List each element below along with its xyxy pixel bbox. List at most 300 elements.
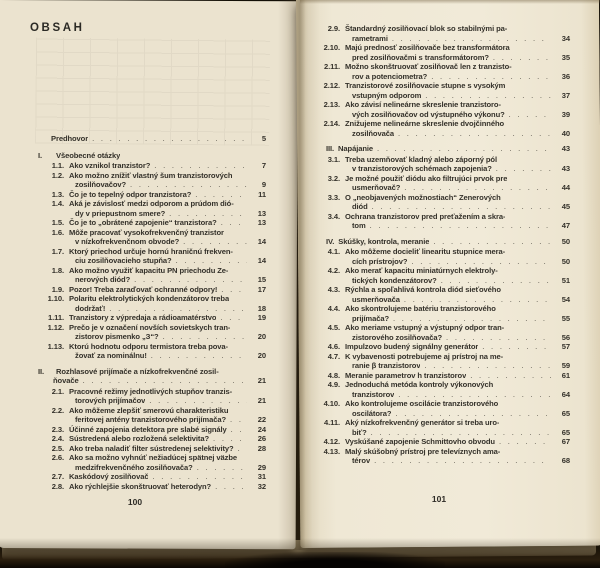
toc-line: [38, 256, 266, 266]
entry-text: Tranzistory z výpredaja a rádioamatérstvo: [69, 313, 217, 322]
toc-entry: [308, 285, 570, 304]
toc-line: [38, 434, 266, 444]
entry-text: Ako možno znížiť vlastný šum tranzistorových: [69, 170, 233, 180]
toc-entry: [308, 418, 570, 437]
entry-text: Aká je závislosť medzi odporom a prúdom dió-: [69, 199, 234, 208]
dot-leader: [368, 202, 551, 212]
entry-page-number: 28: [257, 443, 266, 453]
entry-number: 3.2.: [327, 173, 340, 183]
entry-page-number: 57: [561, 342, 570, 351]
entry-text: medzifrekvenčného zosilňovača?: [75, 462, 193, 472]
dot-leader: [388, 34, 551, 44]
toc-entry: [38, 171, 266, 190]
entry-page-number: 13: [257, 208, 266, 218]
dot-leader: [193, 463, 247, 473]
dot-leader: [147, 351, 247, 361]
toc-entry: [308, 100, 570, 119]
entry-page-number: 50: [561, 256, 570, 266]
section-numeral: IV.: [326, 236, 335, 246]
dot-leader: [226, 415, 247, 425]
toc-line: [308, 447, 570, 457]
entry-number: 1.9.: [51, 284, 64, 294]
toc-entry: [308, 437, 570, 447]
entry-text: Polaritu elektrolytických kondenzátorov treba: [69, 294, 230, 303]
section-title: ňovače: [53, 376, 79, 385]
entry-text: Ochrana tranzistorov pred preťažením a skra-: [345, 211, 506, 221]
entry-number: 2.13.: [323, 100, 340, 109]
toc-line: [38, 247, 266, 257]
dot-leader: [367, 428, 551, 438]
toc-line: [308, 342, 570, 352]
entry-text: Môže pracovať vysokofrekvenčný tranzistor: [69, 227, 224, 237]
dot-leader: [394, 390, 551, 400]
section-title: Rozhlasové prijímače a nízkofrekvenčné zosil-: [56, 366, 219, 376]
dot-leader: [216, 313, 247, 323]
entry-text: usmerňovača: [352, 294, 400, 304]
entry-text: Tranzistorové zosilňovacie stupne s vysokým: [345, 81, 506, 90]
toc-entry: [308, 447, 570, 466]
dot-leader: [442, 333, 551, 343]
section-numeral: I.: [38, 150, 43, 160]
entry-page-number: 19: [257, 313, 266, 322]
entry-number: 2.3.: [51, 424, 64, 434]
toc-entry: [308, 399, 570, 418]
entry-page-number: 64: [561, 389, 570, 399]
toc-entry: [38, 161, 266, 171]
entry-page-number: 47: [561, 221, 570, 230]
dot-leader: [148, 472, 247, 482]
dot-leader: [172, 256, 247, 266]
toc-line: [38, 406, 266, 416]
toc-entry: [38, 342, 266, 361]
entry-text: Ako môžeme docieliť linearitu stupnice mera-: [345, 247, 506, 256]
dot-leader: [88, 134, 247, 144]
toc-line: [38, 218, 266, 228]
dot-leader: [370, 456, 551, 466]
toc-entry: [38, 453, 266, 472]
entry-text: rov a potenciometra?: [352, 71, 428, 81]
entry-text: Aký nízkofrekvenčný generátor si treba uro-: [345, 418, 500, 427]
toc-line: [308, 164, 570, 174]
toc-entry: [38, 387, 266, 406]
entry-page-number: 39: [561, 109, 570, 119]
toc-entry: [308, 266, 570, 285]
toc-line: [38, 463, 266, 473]
dot-leader: [407, 257, 551, 267]
toc-line: [308, 119, 570, 129]
toc-line: [38, 171, 266, 181]
entry-number: 4.11.: [324, 418, 340, 427]
entry-text: Čo je to tepelný odpor tranzistora?: [69, 189, 192, 199]
toc-entry: [308, 380, 570, 399]
section-title: Napájanie: [338, 144, 374, 153]
toc-entry: [38, 199, 266, 218]
toc-entry: [308, 43, 570, 62]
toc-section: [38, 367, 266, 386]
entry-text: térov: [352, 456, 371, 465]
section-numeral: III.: [326, 144, 335, 153]
entry-text: diód: [352, 202, 368, 211]
dot-leader: [495, 437, 551, 447]
section-title: Skúšky, kontrola, meranie: [338, 236, 430, 246]
dot-leader: [159, 332, 247, 342]
toc-line: [308, 371, 570, 381]
entry-page-number: 17: [257, 284, 266, 294]
toc-line: [38, 482, 266, 492]
entry-text: Meranie parametrov h tranzistorov: [345, 370, 467, 380]
entry-number: 4.4.: [327, 304, 340, 313]
entry-text: torových prijímačov: [75, 396, 146, 405]
toc-line: [38, 351, 266, 361]
dot-leader: [421, 91, 551, 101]
toc-line: [308, 202, 570, 212]
dot-leader: [211, 482, 247, 492]
entry-text: nerových diód?: [75, 275, 131, 284]
dot-leader: [437, 276, 551, 286]
entry-page-number: 15: [257, 275, 266, 284]
toc-line: [308, 81, 570, 91]
entry-text: Možno skonštruovať zosilňovač len z tranzisto-: [345, 62, 512, 71]
toc-line: [38, 415, 266, 425]
toc-line: [308, 144, 570, 154]
entry-number: 1.11.: [48, 313, 64, 322]
toc-line: [38, 228, 266, 238]
toc-line: [38, 453, 266, 463]
entry-text: Pracovné režimy jednotlivých stupňov tranzis-: [69, 386, 233, 396]
entry-text: zosilňovačov?: [75, 180, 127, 189]
entry-text: Impulzovo budený signálny generátor: [345, 342, 479, 351]
entry-page-number: 5: [261, 134, 266, 143]
toc-entry: [308, 342, 570, 352]
dot-leader: [105, 304, 247, 314]
entry-text: tranzistorov: [352, 389, 395, 399]
entry-text: O „neobjavených možnostiach“ Zenerových: [345, 192, 501, 202]
toc-entry: [38, 323, 266, 342]
entry-text: Je možné použiť diódu ako filtrujúci prvok pre: [345, 173, 508, 183]
entry-text: Treba uzemňovať kladný alebo záporný pól: [345, 154, 497, 164]
toc-entry: [308, 81, 570, 100]
bleedthrough-ghost-table: [35, 38, 270, 146]
entry-page-number: 31: [257, 472, 266, 481]
toc-line: [308, 333, 570, 343]
entry-text: Ktorý priechod určuje hornú hraničnú frekven-: [69, 246, 233, 256]
toc-line: [38, 376, 266, 386]
toc-line: [38, 237, 266, 247]
entry-text: Sústredená alebo rozložená selektivita?: [69, 434, 210, 443]
toc-line: [308, 110, 570, 120]
toc-line: [308, 285, 570, 295]
toc-entry: [38, 482, 266, 492]
entry-page-number: 9: [261, 180, 266, 189]
entry-text: Znižujeme nelineárne skreslenie dvojčinného: [345, 119, 505, 128]
entry-number: 3.3.: [327, 192, 340, 202]
entry-page-number: 35: [561, 52, 570, 62]
toc-entry: [308, 304, 570, 323]
entry-text: žovať za nominálnu!: [75, 351, 147, 360]
dot-leader: [227, 425, 247, 435]
entry-number: 2.5.: [51, 443, 64, 453]
toc-line: [38, 161, 266, 171]
entry-text: vstupným odporom: [352, 90, 422, 100]
toc-line: [38, 323, 266, 333]
toc-line: [308, 257, 570, 267]
toc-line: [38, 396, 266, 406]
entry-number: 1.8.: [51, 265, 64, 275]
dot-leader: [79, 376, 247, 386]
entry-number: 4.5.: [327, 323, 340, 332]
entry-text: zosilňovača: [352, 128, 394, 138]
entry-text: Ako možno využiť kapacitu PN priechodu Ze-: [69, 265, 229, 275]
entry-text: Ktorú hodnotu odporu termistora treba pova-: [69, 341, 228, 351]
toc-line: [38, 190, 266, 200]
toc-line: [308, 456, 570, 466]
toc-line: [308, 390, 570, 400]
toc-entry: [38, 218, 266, 228]
toc-line: [38, 180, 266, 190]
toc-line: [308, 129, 570, 139]
entry-number: 1.7.: [51, 246, 64, 256]
entry-page-number: 55: [561, 313, 570, 323]
entry-page-number: 40: [561, 128, 570, 138]
toc-entry: [38, 472, 266, 482]
entry-number: 1.1.: [51, 161, 64, 170]
entry-number: 2.4.: [51, 434, 64, 443]
entry-number: 4.12.: [323, 437, 340, 446]
entry-page-number: 11: [258, 189, 266, 199]
entry-text: oscilátora?: [352, 408, 392, 418]
entry-text: Ako závisí nelineárne skreslenie tranzistoro-: [345, 100, 501, 109]
toc-entry: [308, 62, 570, 81]
toc-line: [308, 100, 570, 110]
entry-page-number: 14: [257, 237, 266, 246]
entry-number: 2.1.: [51, 386, 64, 396]
toc-line: [308, 295, 570, 305]
entry-page-number: 67: [561, 437, 570, 446]
entry-text: zistorov pismenko „З“?: [75, 332, 159, 341]
entry-page-number: 14: [257, 256, 266, 265]
toc-line: [308, 418, 570, 428]
entry-number: 4.8.: [327, 370, 340, 380]
entry-page-number: 22: [257, 415, 266, 424]
entry-number: 4.7.: [327, 351, 340, 361]
entry-number: 1.3.: [51, 189, 64, 199]
toc-entry: [38, 425, 266, 435]
toc-line: [308, 183, 570, 193]
entry-text: cích prístrojov?: [352, 256, 408, 266]
entry-text: Účinné zapojenia detektora pre slabé signály: [69, 424, 227, 434]
entry-page-number: 26: [257, 434, 266, 443]
entry-text: Malý skúšobný prístroj pre televíznych ama-: [345, 446, 501, 456]
entry-text: zistorového zosilňovača?: [352, 332, 443, 342]
dot-leader: [427, 72, 551, 82]
entry-number: 4.6.: [327, 342, 340, 351]
toc-entry: [38, 228, 266, 247]
dot-leader: [391, 409, 551, 419]
toc-line: [308, 409, 570, 419]
entry-text: Ako rýchlejšie skonštruovať heterodyn?: [69, 481, 212, 491]
entry-text: Rýchla a spoľahlivá kontrola diód sieťového: [345, 285, 501, 294]
toc-entry: [308, 247, 570, 266]
entry-text: Ako kontrolujeme oscilácie tranzistorového: [345, 399, 499, 408]
toc-entry: [38, 406, 266, 425]
entry-number: 4.13.: [323, 446, 340, 456]
toc-line: [38, 313, 266, 323]
toc-line: [38, 294, 266, 304]
entry-text: dy v priepustnom smere?: [75, 208, 166, 218]
toc-entry: [38, 190, 266, 200]
entry-text: K vybavenosti potrebujeme aj prístroj na me-: [345, 351, 504, 361]
entry-number: 1.6.: [51, 227, 64, 237]
dot-leader: [466, 371, 551, 381]
toc-line: [38, 304, 266, 314]
entry-text: tom: [352, 221, 366, 230]
entry-number: 3.1.: [327, 154, 340, 164]
entry-page-number: 68: [561, 456, 570, 465]
entry-number: 2.11.: [324, 62, 340, 71]
toc-line: [308, 352, 570, 362]
toc-line: [308, 266, 570, 276]
entry-page-number: 37: [561, 90, 570, 100]
entry-number: 1.2.: [51, 170, 64, 180]
entry-text: Ako vznikol tranzistor?: [69, 161, 151, 170]
entry-text: dodržať!: [75, 303, 106, 313]
toc-line: [308, 247, 570, 257]
toc-line: [308, 380, 570, 390]
toc-entry: [308, 155, 570, 174]
dot-leader: [394, 129, 551, 139]
entry-page-number: 50: [561, 236, 570, 246]
entry-number: 2.12.: [323, 81, 340, 90]
toc-line: [38, 134, 266, 144]
entry-text: Ako skontrolujeme batériu tranzistorového: [345, 304, 496, 313]
entry-text: Ako treba naladiť filter sústredenej selektivity?: [69, 443, 234, 453]
dot-leader: [389, 314, 551, 324]
entry-number: 4.2.: [327, 266, 340, 275]
toc-line: [308, 361, 570, 371]
toc-entry: [308, 193, 570, 212]
dot-leader: [373, 144, 551, 154]
entry-page-number: 65: [561, 408, 570, 418]
entry-number: 2.9.: [327, 24, 340, 33]
entry-number: 1.10.: [47, 294, 64, 303]
toc-entry: [38, 247, 266, 266]
entry-text: Ako sa možno vyhnúť nežiadúcej spätnej väzbe: [69, 453, 238, 462]
toc-line: [308, 237, 570, 247]
entry-text: ranie β tranzistorov: [352, 361, 421, 370]
toc-line: [308, 174, 570, 184]
toc-line: [38, 151, 266, 161]
dot-leader: [400, 295, 551, 305]
entry-number: 2.7.: [51, 472, 64, 481]
entry-number: 1.4.: [51, 199, 64, 208]
toc-line: [38, 266, 266, 276]
toc-entry: [38, 134, 266, 144]
entry-page-number: 24: [257, 424, 266, 434]
dot-leader: [234, 444, 247, 454]
entry-number: 2.8.: [51, 481, 64, 491]
entry-page-number: 7: [261, 161, 266, 170]
entry-number: 1.12.: [47, 322, 64, 332]
entry-text: Prečo je v označení novších sovietskych tran-: [69, 322, 231, 332]
entry-text: ciu zosilňovacieho stupňa?: [75, 256, 172, 265]
right-page-folio: 101: [431, 494, 447, 504]
entry-text: pred zosilňovačmi s transformátorom?: [352, 52, 489, 62]
toc-entry: [308, 323, 570, 342]
toc-line: [308, 304, 570, 314]
entry-page-number: 29: [257, 462, 266, 472]
toc-entry: [308, 371, 570, 381]
dot-leader: [217, 285, 247, 295]
toc-line: [308, 276, 570, 286]
toc-entry: [38, 285, 266, 295]
dot-leader: [489, 53, 551, 63]
toc-line: [38, 199, 266, 209]
toc-line: [308, 72, 570, 82]
toc-line: [308, 91, 570, 101]
entry-page-number: 61: [561, 370, 570, 380]
entry-text: vých zosilňovačov od výstupného výkonu?: [352, 109, 505, 119]
entry-number: 4.10.: [323, 399, 340, 408]
dot-leader: [191, 190, 247, 200]
toc-line: [38, 275, 266, 285]
toc-entry: [38, 313, 266, 323]
entry-page-number: 21: [257, 376, 266, 385]
toc-line: [38, 367, 266, 377]
entry-page-number: 59: [561, 361, 570, 370]
toc-line: [38, 342, 266, 352]
toc-section: [308, 237, 570, 247]
book-bottom-dark-blob: [225, 552, 445, 568]
entry-number: 4.3.: [327, 285, 340, 294]
toc-line: [38, 444, 266, 454]
toc-line: [308, 193, 570, 203]
entry-page-number: 13: [257, 218, 266, 227]
dot-leader: [165, 209, 247, 219]
entry-page-number: 51: [561, 275, 570, 285]
entry-text: biť?: [352, 427, 367, 437]
entry-text: feritovej antény tranzistorového prijímača?: [75, 415, 226, 424]
dot-leader: [492, 164, 551, 174]
toc-line: [308, 428, 570, 438]
entry-number: 2.6.: [51, 453, 64, 462]
dot-leader: [179, 237, 247, 247]
toc-line: [308, 221, 570, 231]
entry-page-number: 43: [561, 164, 570, 173]
entry-text: Ako meriame vstupný a výstupný odpor tran-: [345, 323, 505, 332]
entry-text: Kaskódový zosilňovač: [69, 472, 149, 481]
entry-text: Pozor! Treba zaraďovať ochranné odpory!: [69, 284, 218, 294]
top-fold-line: [300, 0, 600, 4]
entry-text: prijímača?: [352, 313, 389, 323]
section-numeral: II.: [38, 366, 45, 376]
toc-line: [38, 387, 266, 397]
toc-line: [308, 155, 570, 165]
contents-title: OBSAH: [30, 22, 85, 34]
toc-right-column: [308, 24, 570, 466]
toc-entry: [38, 294, 266, 313]
entry-page-number: 43: [561, 144, 570, 153]
toc-entry: [308, 24, 570, 43]
toc-line: [38, 209, 266, 219]
entry-text: rametrami: [352, 33, 388, 43]
toc-line: [308, 53, 570, 63]
entry-number: 1.5.: [51, 218, 64, 227]
entry-page-number: 56: [561, 332, 570, 342]
entry-number: 4.1.: [327, 247, 340, 256]
entry-page-number: 36: [561, 71, 570, 81]
entry-text: v tranzistorových schémach zapojenia?: [352, 164, 492, 173]
entry-text: tických kondenzátorov?: [352, 275, 437, 285]
